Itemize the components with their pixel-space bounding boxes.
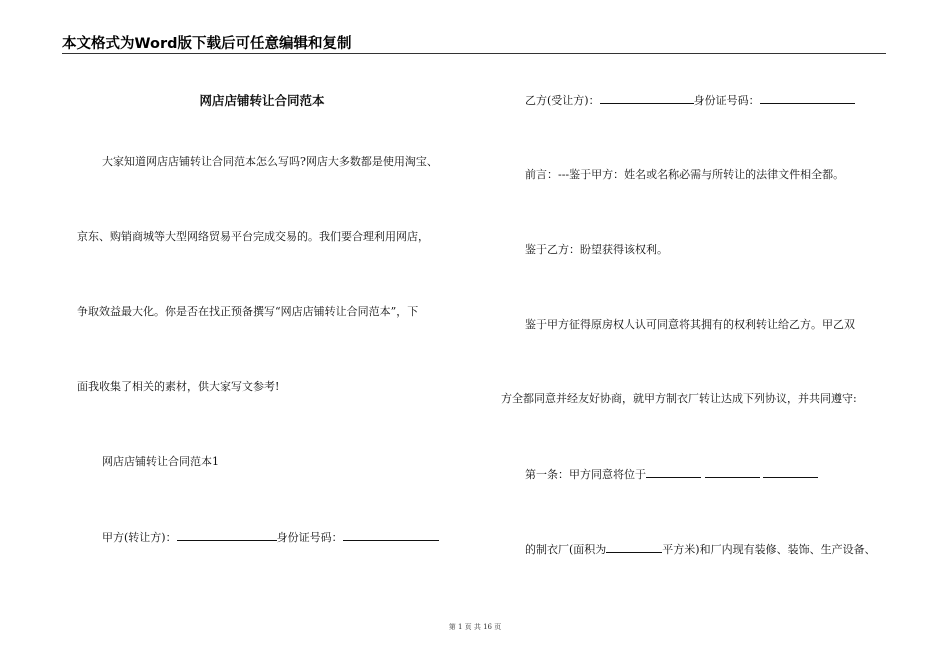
document-header: 本文格式为Word版下载后可任意编辑和复制 <box>62 36 352 52</box>
intro-line-2: 京东、购销商城等大型网络贸易平台完成交易的。我们要合理利用网店， <box>77 230 429 243</box>
article-1-label: 第一条：甲方同意将位于 <box>525 468 646 481</box>
party-a-id-label: 身份证号码： <box>276 531 343 544</box>
whereas-party-a-line-2: 方全都同意并经友好协商，就甲方制衣厂转让达成下列协议，并共同遵守: <box>501 392 857 405</box>
article-1-cont-b: 平方米)和厂内现有装修、装饰、生产设备、 <box>662 543 876 556</box>
whereas-party-b-line: 鉴于乙方：盼望获得该权利。 <box>525 243 668 256</box>
article-1-line <box>525 467 818 482</box>
party-b-name-blank[interactable] <box>600 93 694 104</box>
article-1-cont-a: 的制衣厂(面积为 <box>525 543 607 556</box>
party-a-line <box>102 530 439 545</box>
document-title: 网店店铺转让合同范本 <box>199 93 325 108</box>
preface-line: 前言：---鉴于甲方：姓名或名称必需与所转让的法律文件相全都。 <box>525 168 845 181</box>
header-divider <box>62 53 886 54</box>
intro-line-3: 争取效益最大化。你是否在找正预备撰写“网店店铺转让合同范本”，下 <box>77 305 419 318</box>
area-blank[interactable] <box>606 542 662 553</box>
location-blank-3[interactable] <box>763 467 818 478</box>
whereas-party-a-line-1: 鉴于甲方征得原房权人认可同意将其拥有的权利转让给乙方。甲乙双 <box>525 318 855 331</box>
party-b-id-label: 身份证号码： <box>693 94 760 107</box>
location-blank-1[interactable] <box>646 467 701 478</box>
party-b-label: 乙方(受让方)： <box>525 94 600 107</box>
intro-line-4: 面我收集了相关的素材，供大家写文参考! <box>77 380 280 393</box>
section-subheading: 网店店铺转让合同范本1 <box>102 455 219 468</box>
article-1-continuation-line <box>525 542 876 557</box>
page-footer: 第 1 页 共 16 页 <box>448 623 502 631</box>
party-b-id-blank[interactable] <box>760 93 855 104</box>
intro-line-1: 大家知道网店店铺转让合同范本怎么写吗?网店大多数都是使用淘宝、 <box>102 155 438 168</box>
party-a-id-blank[interactable] <box>343 530 439 541</box>
party-a-name-blank[interactable] <box>177 530 277 541</box>
location-blank-2[interactable] <box>705 467 760 478</box>
party-a-label: 甲方(转让方)： <box>102 531 177 544</box>
party-b-line <box>525 93 855 108</box>
